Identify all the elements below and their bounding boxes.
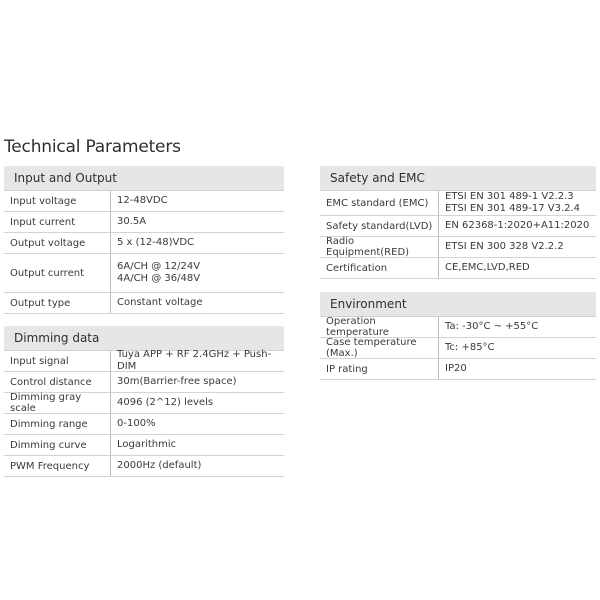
parameter-value [111,191,284,211]
table-row [4,372,284,393]
table-row [320,359,596,380]
table-row [4,435,284,456]
value-line: 12-48VDC [117,195,168,206]
table-row [4,293,284,314]
section-header: Safety and EMC [320,166,596,191]
parameter-label: PWM Frequency [4,456,111,476]
table-row [4,254,284,293]
table-row [4,351,284,372]
value-line: 30m(Barrier-free space) [117,376,237,387]
parameter-label: Dimming range [4,414,111,434]
parameter-value [439,359,596,379]
value-line: 30.5A [117,216,147,227]
parameter-value [111,254,284,292]
section-header: Environment [320,292,596,317]
value-line: EN 62368-1:2020+A11:2020 [445,220,590,231]
parameter-label: Output current [4,254,111,292]
table-row [320,258,596,279]
parameter-label: Dimming curve [4,435,111,455]
value-line: 5 x (12-48)VDC [117,237,195,248]
parameter-value [439,237,596,257]
value-line: 4A/CH @ 36/48V [117,273,201,284]
parameter-value [439,338,596,358]
table-row [320,338,596,359]
table-row [4,414,284,435]
parameter-label: Operation temperature [320,317,439,337]
parameter-label: Output voltage [4,233,111,253]
value-line: ETSI EN 301 489-1 V2.2.3 [445,191,574,202]
value-line: 0-100% [117,418,156,429]
table-row [4,191,284,212]
safety-emc-section [320,166,596,279]
parameter-value [111,435,284,455]
value-line: ETSI EN 300 328 V2.2.2 [445,241,564,252]
table-row [4,456,284,477]
parameter-label: Case temperature (Max.) [320,338,439,358]
table-row [320,317,596,338]
dimming-data-section [4,326,284,477]
parameter-label: Safety standard(LVD) [320,216,439,236]
parameter-value [111,456,284,476]
table-row [4,393,284,414]
parameter-label: IP rating [320,359,439,379]
parameter-label: Input signal [4,351,111,371]
parameter-value [111,233,284,253]
parameter-label: Dimming gray scale [4,393,111,413]
table-row [320,237,596,258]
parameter-label: Output type [4,293,111,313]
section-header: Input and Output [4,166,284,191]
value-line: CE,EMC,LVD,RED [445,262,530,273]
parameter-value [111,351,284,371]
table-row [320,191,596,216]
value-line: Logarithmic [117,439,177,450]
parameter-value [111,212,284,232]
parameter-label: Certification [320,258,439,278]
table-row [320,216,596,237]
input-output-section [4,166,284,314]
page-title: Technical Parameters [4,137,181,157]
environment-section [320,292,596,380]
value-line: Tuya APP + RF 2.4GHz + Push-DIM [117,349,272,372]
parameter-label: Radio Equipment(RED) [320,237,439,257]
value-line: 2000Hz (default) [117,460,202,471]
parameter-label: Input current [4,212,111,232]
parameter-label: Control distance [4,372,111,392]
value-line: ETSI EN 301 489-17 V3.2.4 [445,203,581,214]
parameter-value [111,393,284,413]
table-row [4,212,284,233]
parameter-value [111,293,284,313]
parameter-label: EMC standard (EMC) [320,191,439,215]
section-header: Dimming data [4,326,284,351]
value-line: 6A/CH @ 12/24V [117,261,201,272]
value-line: Constant voltage [117,297,203,308]
table-row [4,233,284,254]
value-line: Tc: +85°C [445,342,495,353]
parameter-value [439,258,596,278]
parameter-value [439,216,596,236]
parameter-label: Input voltage [4,191,111,211]
parameter-value [111,414,284,434]
value-line: Ta: -30°C ~ +55°C [445,321,539,332]
value-line: IP20 [445,363,467,374]
value-line: 4096 (2^12) levels [117,397,214,408]
parameter-value [439,191,596,215]
parameter-value [111,372,284,392]
parameter-value [439,317,596,337]
